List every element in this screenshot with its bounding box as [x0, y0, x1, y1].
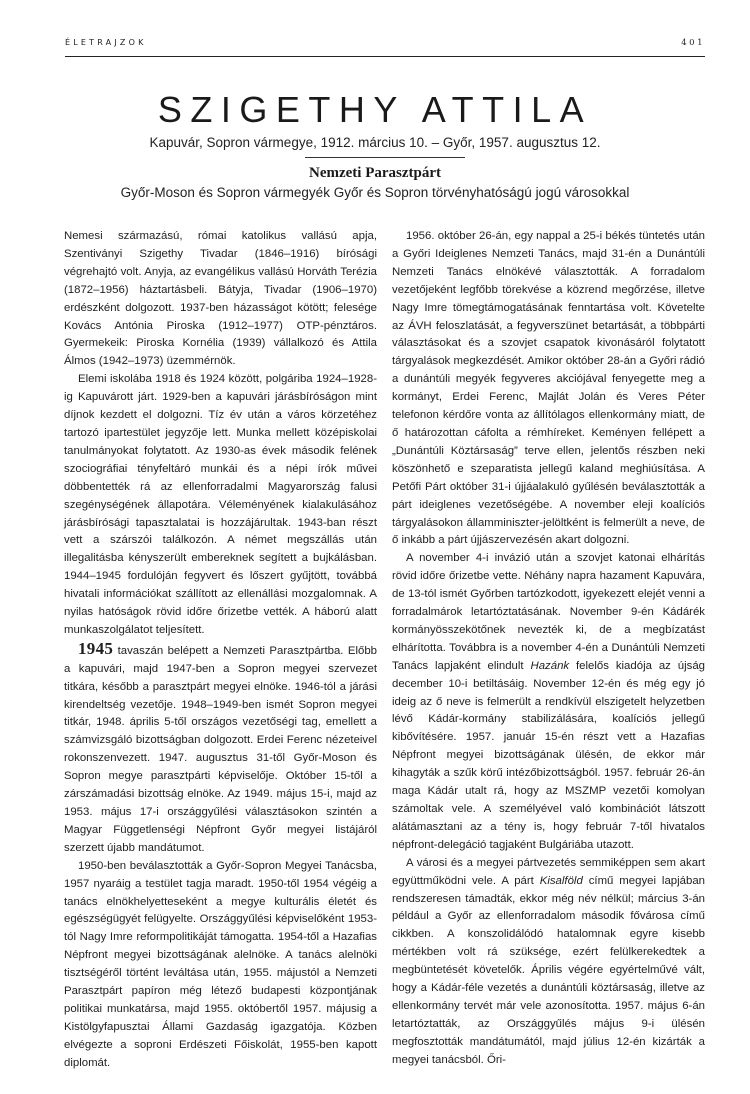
divider	[305, 157, 465, 158]
paragraph: 1956. október 26-án, egy nappal a 25-i békés tüntetés után a Győri Ideiglenes Nemzeti Tanács, majd 31-én a Dunántúli Nemzeti Tanács elnökévé választották. A forradalom vezetőjeként legfőbb törekvése a közrend megőrzése, illetve Nagy Imre tömegtámogatásának fenntartása volt. Követelte az ÁVH feloszlatását, a fegyverszünet betartását, a többpárti választásokat és a szovjet csapatok kivonásáról folytatott tárgyalások megkezdését. Amikor október 28-án a Győri rádió a dunántúli megyék fegyveres akciójával fenyegette meg a kormányt, Erdei Ferenc, Majlát Jolán és Veres Péter telefonon kérdőre vonta az állítólagos ellenkormány miatt, de ő határozottan cáfolta a rémhíreket. Keményen fellépett a „Dunántúli Köztársaság” terve ellen, jelentős részben neki köszönhető e szeparatista jellegű kaland meghiúsítása. A Petőfi Párt október 31-i újjáalakuló gyűlésén beválasztották a párt ideiglenes vezetőségébe. A november eleji koalíciós tárgyalásokon államminiszter-jelöltként is felmerült a neve, de ő inkább a párt újjászervezésén akart dolgozni.	[392, 230, 705, 547]
paragraph	[392, 855, 705, 1070]
paragraph-text: című megyei lapjában rendszeresen támadták, ekkor még név nélkül; március 3-án például a Győr az ellenforradalom második fővárosa című cikkben. A konszolidálódó hatalomnak egyre kisebb mértékben volt rá szüksége, ezért felülkerekedtek a megbüntetését követelők. Április végére egyértelművé vált, hogy a Kádár-féle vezetés a dunántúli köztársaság, illetve az ellenkormány tervét már vele azonosította. 1957. május 6-án letartóztatták, az Országgyűlés május 9-i ülésén megfosztották mandátumától, majd július 12-én kizárták a megyei tanácsból. Őri-	[392, 874, 705, 1066]
entry-constituency: Győr-Moson és Sopron vármegyék Győr és Sopron törvényhatóságú jogú városokkal	[120, 185, 630, 200]
entry-party: Nemzeti Parasztpárt	[308, 165, 442, 181]
paragraph: Elemi iskolába 1918 és 1924 között, polgáriba 1924–1928-ig Kapuvárott járt. 1929-ben a kapuvári járásbíróságon mint díjnok kezdett el dolgozni. Tíz év után a város körzetéhez tartozó ipartestület jegyzője lett. Munka mellett középiskolai tanulmányokat folytatott. Az 1930-as évek második felének szociográfiai tényfeltáró munkái és a népi írók művei döbbentették rá az ellenforradalmi Magyarország falusi szegénységének állapotára. Véleményének kialakulásához járásbírósági tapasztalatai is hozzájárultak. 1943-ban részt vett a szárszói találkozón. A német megszállás után illegalitásba kényszerült embereknek segített a bujkálásban. 1944–1945 fordulóján fegyvert és lőszert gyűjtött, továbbá hivatali információkat szállított az ellenállási mozgalomnak. A nyilas hatóságok rövid időre őrizetbe vették. A háború alatt munkaszolgálatot teljesített.	[64, 373, 377, 636]
paragraph	[64, 640, 377, 858]
paragraph-text: A november 4-i invázió után a szovjet katonai elhárítás rövid időre őrizetbe vette. Néhány napra hazament Kapuvára, de 13-tól ismét Győrben tartózkodott, igyekezett elejét venni a forradalmárok letartóztatásának. November 9-én Kádárék kormányösszekötőnek nevezték ki, de a megbízatást elhárította. Továbbra is a november 4-én a Dunántúli Nemzeti Tanács lapjaként elindult	[392, 552, 705, 672]
newspaper-title: Hazánk	[530, 659, 570, 672]
section-title: ÉLETRAJZOK	[65, 38, 147, 47]
page-number: 401	[681, 38, 705, 48]
left-column	[64, 228, 377, 1073]
paragraph-text: tavaszán belépett a Nemzeti Parasztpártba. Előbb a kapuvári, majd 1947-ben a Sopron megyei szervezet titkára, később a parasztpárt megyei elnöke. 1946-tól a járási kirendeltség vezetője. 1948–1949-ben ismét Sopron megyei titkár, 1948. április 5-től országos vezetőségi tag, emellett a számvizsgáló bizottságban dolgozott. Erdei Ferenc nézeteivel rokonszenvezett. 1947. augusztus 31-től Győr-Moson és Sopron megye parasztpárti képviselője. Október 15-től a zárszámadási bizottság elnöke. Az 1949. május 15-i, majd az 1953. május 17-i országgyűlési választásokon szintén a Magyar Függetlenségi Népfront Győr megyei listájáról szerzett újabb mandátumot.	[64, 644, 377, 854]
right-column	[392, 228, 705, 1070]
paragraph: 1950-ben beválasztották a Győr-Sopron Megyei Tanácsba, 1957 nyaráig a testület tagja maradt. 1950-től 1954 végéig a tanács elnökhelyetteseként a megye kulturális életét és egészségügyét felügyelte. Országgyűlési képviselőként 1953-tól Nagy Imre reformpolitikáját támogatta. 1954-től a Hazafias Népfront megyei bizottságának alelnöke. A tanács alelnöki tisztségéről történt leváltása után, 1955. májustól a Nemzeti Parasztpárt papíron még létező budapesti központjának politikai munkatársa, majd 1955. októbertől 1957. májusig a Kistölgyfapusztai Állami Gazdaság igazgatója. Közben elvégezte a soproni Erdészeti Főiskolát, 1955-ben kapott diplomát.	[64, 859, 377, 1069]
entry-dates: Kapuvár, Sopron vármegye, 1912. március 10. – Győr, 1957. augusztus 12.	[149, 135, 601, 150]
entry-name: SZIGETHY ATTILA	[157, 89, 593, 130]
newspaper-title: Kisalföld	[539, 874, 583, 887]
running-head	[65, 38, 705, 57]
paragraph	[392, 550, 705, 854]
paragraph-text: A városi és a megyei pártvezetés semmiképpen sem akart együttműködni vele. A párt	[392, 856, 705, 887]
paragraph-text: felelős kiadója az újság december 10-i betiltásáig. November 12-én és még egy jó ideig az ő neve is felmerült a rendkívül elszigetelt helyzetben lévő Kádár-kormány stabilizálására, koalíciós jellegű kibővítésére. 1957. január 15-én részt vett a Hazafias Népfront megyei bizottságának ülésén, de ekkor már kihagyták a szűk körű intézőbizottságból. 1957. február 26-án maga Kádár utalt rá, hogy az MSZMP vezetői komolyan számoltak vele. A személyével való kombinációt látszott alátámasztani az a tény is, hogy február 7-től hivatalos népfront-delegáció tagjaként Bulgáriába utazott.	[392, 659, 705, 851]
year-1945: 1945	[78, 638, 114, 658]
paragraph: Nemesi származású, római katolikus vallású apja, Szentiványi Szigethy Tivadar (1846–1916) bírósági végrehajtó volt. Anyja, az evangélikus vallású Horváth Terézia (1872–1956) háztartásbeli. Bátyja, Tivadar (1906–1970) erdészként dolgozott. 1937-ben házasságot kötött; felesége Kovács Antónia Piroska (1912–1977) OTP-pénztáros. Gyermekeik: Piroska Kornélia (1939) vállalkozó és Attila Álmos (1942–1973) üzemmérnök.	[64, 230, 377, 368]
